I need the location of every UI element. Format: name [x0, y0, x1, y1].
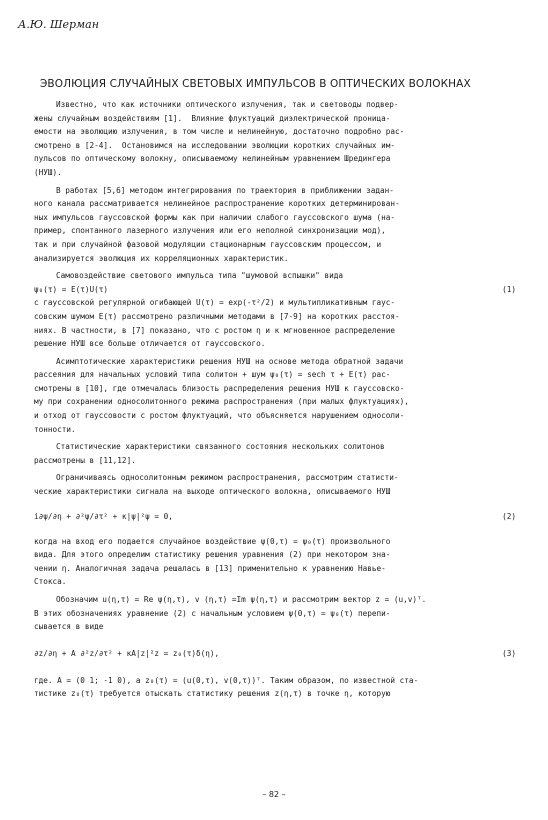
- text-line: когда на вход его подается случайное воздействие ψ(0,τ) = ψ₀(τ) произвольного: [34, 536, 391, 546]
- article-body: [34, 98, 520, 701]
- text-line: (НУШ).: [34, 167, 62, 177]
- text-line: емости на эволюцию излучения, в том числе и нелинейную, достаточно подробно рас-: [34, 127, 405, 137]
- equation-number: (3): [502, 648, 516, 658]
- paragraph-1: [34, 98, 520, 180]
- equation-number: (1): [502, 284, 516, 294]
- text-line: вида. Для этого определим статистику решения уравнения (2) при некотором зна-: [34, 550, 391, 560]
- equation-formula: i∂ψ/∂η + ∂²ψ/∂τ² + κ|ψ|²ψ = 0,: [34, 511, 173, 521]
- paragraph-3: [34, 269, 520, 351]
- text-line: Известно, что как источники оптического излучения, так и световоды подвер-: [56, 100, 399, 109]
- text-line: пример, спонтанного лазерного излучения или его неполной синхронизации мод),: [34, 226, 386, 236]
- equation-2: [34, 499, 520, 535]
- text-line: решение НУШ все больше отличается от гауссовского.: [34, 339, 266, 349]
- text-line: В работах [5,6] методом интегрирования по траектория в приближении задан-: [56, 185, 394, 195]
- text-line: анализируется эволюция их корреляционных характеристик.: [34, 253, 289, 263]
- text-line: смотрено в [2-4]. Остановимся на исследовании эволюции коротких случайных им-: [34, 140, 396, 150]
- text-line: тонности.: [34, 424, 76, 434]
- text-line: Стокса.: [34, 577, 67, 587]
- paragraph-8: [34, 593, 520, 701]
- text-line: му при сохранении односолитонного режима распространения (при малых флуктуациях),: [34, 397, 409, 407]
- text-line: так и при случайной фазовой модуляции стационарным гауссовским процессом, и: [34, 239, 382, 249]
- article-title: ЭВОЛЮЦИЯ СЛУЧАЙНЫХ СВЕТОВЫХ ИМПУЛЬСОВ В ОПТИЧЕСКИХ ВОЛОКНАХ: [40, 78, 471, 90]
- text-line: совским шумом E(τ) рассмотрено различными методами в [7-9] на коротких расстоя-: [34, 311, 400, 321]
- equation-1: [34, 283, 520, 297]
- text-line: сывается в виде: [34, 622, 104, 632]
- text-line: с гауссовской регулярной огибающей U(τ) = exp(-τ²/2) и мультипликативным гаус-: [34, 298, 396, 308]
- text-line: смотрены в [10], где отмечалась близость распределения решения НУШ к гауссовско-: [34, 383, 405, 393]
- page-number: – 82 –: [262, 790, 286, 799]
- text-line: Самовоздействие светового импульса типа "шумовой вспышки" вида: [56, 271, 343, 281]
- equation-3: [34, 634, 520, 674]
- text-line: Обозначим u(η,τ) = Re ψ(η,τ), v (η,τ) =Im ψ(η,τ) и рассмотрим вектор z = (u,v)ᵀ.: [56, 595, 427, 604]
- text-line: В этих обозначениях уравнение (2) с начальным условием ψ(0,τ) = ψ₀(τ) перепи-: [34, 608, 391, 618]
- paragraph-4: [34, 355, 520, 437]
- text-line: Ограничиваясь односолитонным режимом распространения, рассмотрим статисти-: [56, 473, 399, 483]
- text-line: ческие характеристики сигнала на выходе оптического волокна, описываемого НУШ: [34, 487, 391, 497]
- text-line: жены случайным воздействиям [1]. Влияние флуктуаций диэлектрической проница-: [34, 113, 391, 123]
- text-line: ного канала рассматривается нелинейное распространение коротких детерминирован-: [34, 199, 400, 209]
- text-line: ниях. В частности, в [7] показано, что с ростом η и κ мгновенное распределение: [34, 325, 396, 335]
- equation-formula: ψ₀(τ) = E(τ)U(τ): [34, 284, 109, 294]
- text-line: Статистические характеристики связанного состояния нескольких солитонов: [56, 442, 385, 452]
- paragraph-2: [34, 184, 520, 266]
- text-line: ных импульсов гауссовской формы как при наличии слабого гауссовского шума (на-: [34, 212, 396, 222]
- text-line: пульсов по оптическому волокну, описываемому нелинейным уравнением Шредингера: [34, 154, 391, 164]
- text-line: Асимптотические характеристики решения НУШ на основе метода обратной задачи: [56, 356, 404, 366]
- text-line: чении η. Аналогичная задача решалась в [13] применительно к уравнению Навье-: [34, 563, 386, 573]
- paragraph-6: [34, 471, 520, 589]
- text-line: тистике z₀(τ) требуется отыскать статистику решения z(η,τ) в точке η, которую: [34, 689, 391, 699]
- equation-number: (2): [502, 511, 516, 521]
- text-line: и отход от гауссовости с ростом флуктуаций, что объясняется нарушением односоли-: [34, 411, 405, 421]
- text-line: где. A = (0 1; -1 0), а z₀(τ) = (u(0,τ), v(0,τ))ᵀ. Таким образом, по известной ста-: [34, 675, 419, 685]
- equation-formula: ∂z/∂η + A ∂²z/∂τ² + κA|z|²z = z₀(τ)δ(η),: [34, 648, 220, 658]
- text-line: рассеяния для начальных условий типа солитон + шум ψ₀(τ) = sech τ + E(τ) рас-: [34, 370, 391, 380]
- text-line: рассмотрены в [11,12].: [34, 455, 136, 465]
- paragraph-5: [34, 440, 520, 467]
- running-header-author: А.Ю. Шерман: [18, 18, 99, 31]
